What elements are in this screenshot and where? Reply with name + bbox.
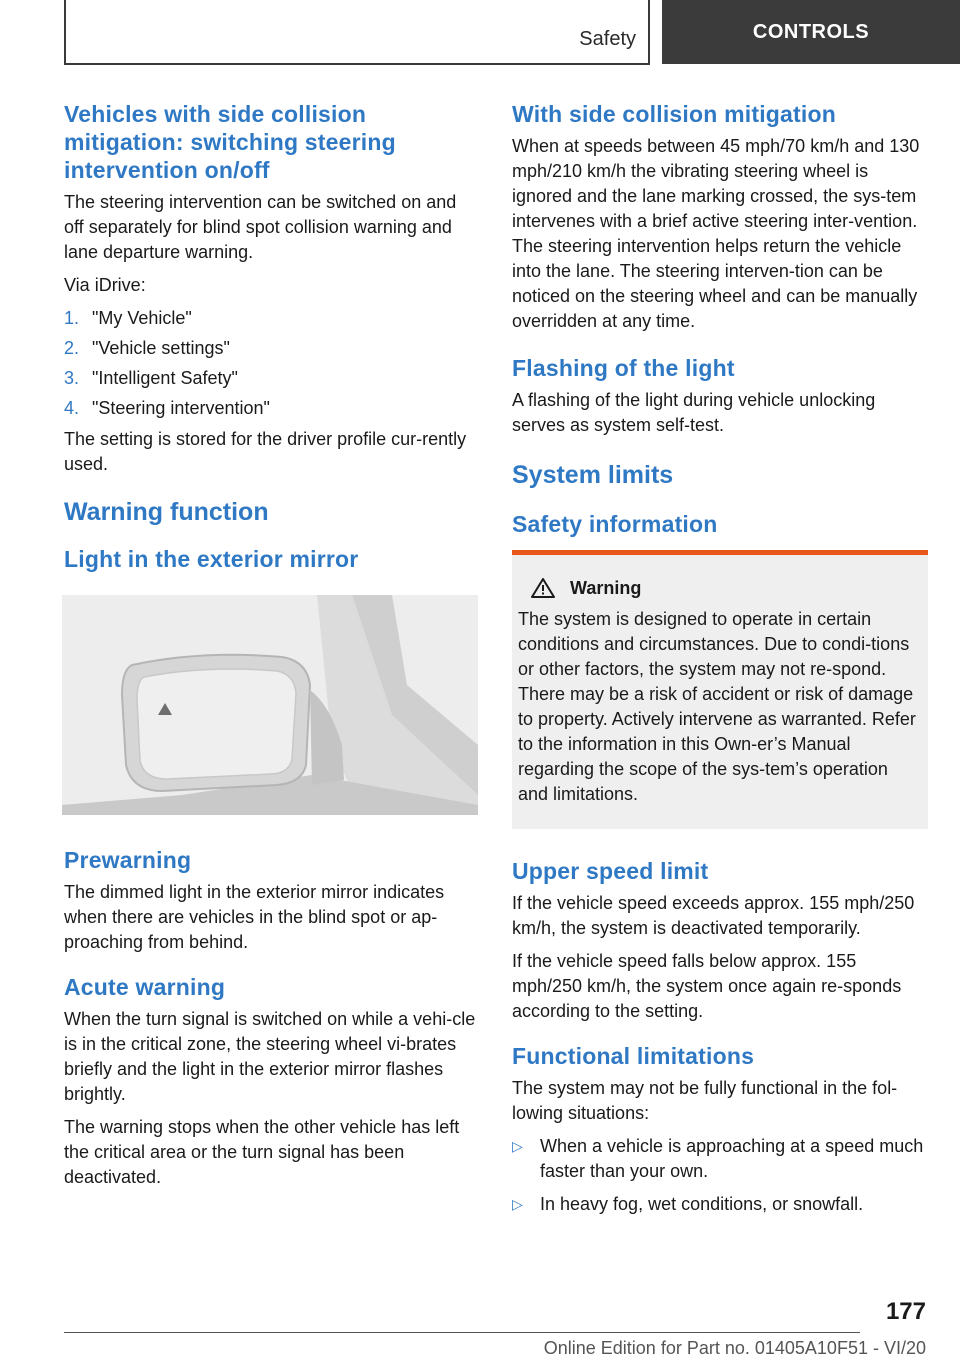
heading-prewarning: Prewarning xyxy=(64,847,192,873)
heading-warning-function: Warning function xyxy=(64,498,269,526)
list-item: 1. "My Vehicle" xyxy=(64,308,192,328)
heading-system-limits: System limits xyxy=(512,461,674,489)
list-item: 2. "Vehicle settings" xyxy=(64,338,230,358)
list-item: ▷ In heavy fog, wet conditions, or snowfall. xyxy=(512,1192,928,1217)
paragraph-flashing-light: A flashing of the light during vehicle unlocking serves as system self-test. xyxy=(512,390,876,435)
list-item: 4. "Steering intervention" xyxy=(64,398,270,418)
header-right-rule xyxy=(648,0,650,64)
warning-text: The system is designed to operate in certain conditions and circumstances. Due to condi-tions or other factors, the system may not re-spond. There may be a risk of accident or risk of damage to property. Actively intervene as warranted. Refer to the information in this Own-er’s Manual regarding the scope of the sys-tem’s operation and limitations. xyxy=(518,609,916,804)
idrive-steps-list xyxy=(64,306,477,421)
footer-edition: Online Edition for Part no. 01405A10F51 - VI/20 xyxy=(543,1338,926,1358)
heading-flashing-light: Flashing of the light xyxy=(512,355,735,381)
paragraph-prewarning: The dimmed light in the exterior mirror indicates when there are vehicles in the blind spot or ap-proaching from behind. xyxy=(64,882,445,952)
header-section-label: Safety xyxy=(579,28,636,50)
header-chapter-tab: CONTROLS xyxy=(662,0,960,64)
paragraph-side-collision: When at speeds between 45 mph/70 km/h and 130 mph/210 km/h the vibrating steering wheel is ignored and the lane marking crossed, the sys-tem intervenes with a brief active steering inter-vention. The steering intervention helps return the vehicle into the lane. The steering interven-tion can be noticed on the steering wheel and can be manually overridden at any time. xyxy=(512,136,920,331)
page-number: 177 xyxy=(885,1298,926,1325)
heading-acute-warning: Acute warning xyxy=(64,974,226,1000)
heading-upper-speed-limit: Upper speed limit xyxy=(512,858,709,884)
header-bottom-rule xyxy=(64,63,650,65)
heading-functional-limitations: Functional limitations xyxy=(512,1043,755,1069)
heading-light-mirror: Light in the exterior mirror xyxy=(64,546,359,572)
paragraph-switch-steering: The steering intervention can be switched on and off separately for blind spot collision warning and lane departure warning. xyxy=(64,192,457,262)
paragraph-acute-warning-2: The warning stops when the other vehicle has left the critical area or the turn signal has been deactivated. xyxy=(64,1117,460,1187)
paragraph-acute-warning-1: When the turn signal is switched on while a vehi-cle is in the critical zone, the steering wheel vi-brates briefly and the light in the exterior mirror flashes brightly. xyxy=(64,1009,476,1104)
footer-rule xyxy=(64,1332,860,1333)
warning-title: Warning xyxy=(570,577,642,598)
warning-triangle-icon xyxy=(530,577,556,599)
paragraph-via-idrive: Via iDrive: xyxy=(64,275,146,295)
bullet-triangle-icon: ▷ xyxy=(512,1138,523,1154)
paragraph-upper-speed-2: If the vehicle speed falls below approx. 155 mph/250 km/h, the system once again re-sponds according to the setting. xyxy=(512,951,902,1021)
paragraph-setting-stored: The setting is stored for the driver profile cur-rently used. xyxy=(64,429,467,474)
paragraph-functional-limitations: The system may not be fully functional in the fol-lowing situations: xyxy=(512,1078,898,1123)
heading-side-collision: With side collision mitigation xyxy=(512,101,836,127)
left-column xyxy=(64,100,477,1198)
header-left-rule xyxy=(64,0,66,64)
heading-switch-steering: Vehicles with side collision mitigation: switching steering intervention on/off xyxy=(64,101,396,183)
right-column xyxy=(512,100,928,1225)
limitations-list xyxy=(512,1134,928,1217)
exterior-mirror-image xyxy=(62,595,478,815)
paragraph-upper-speed-1: If the vehicle speed exceeds approx. 155 mph/250 km/h, the system is deactivated temporarily. xyxy=(512,893,915,938)
heading-safety-information: Safety information xyxy=(512,511,718,537)
warning-title-row xyxy=(530,577,922,599)
warning-box xyxy=(512,550,928,829)
list-item: 3. "Intelligent Safety" xyxy=(64,368,238,388)
list-item: ▷ When a vehicle is approaching at a speed much faster than your own. xyxy=(512,1134,928,1184)
bullet-triangle-icon: ▷ xyxy=(512,1196,523,1212)
